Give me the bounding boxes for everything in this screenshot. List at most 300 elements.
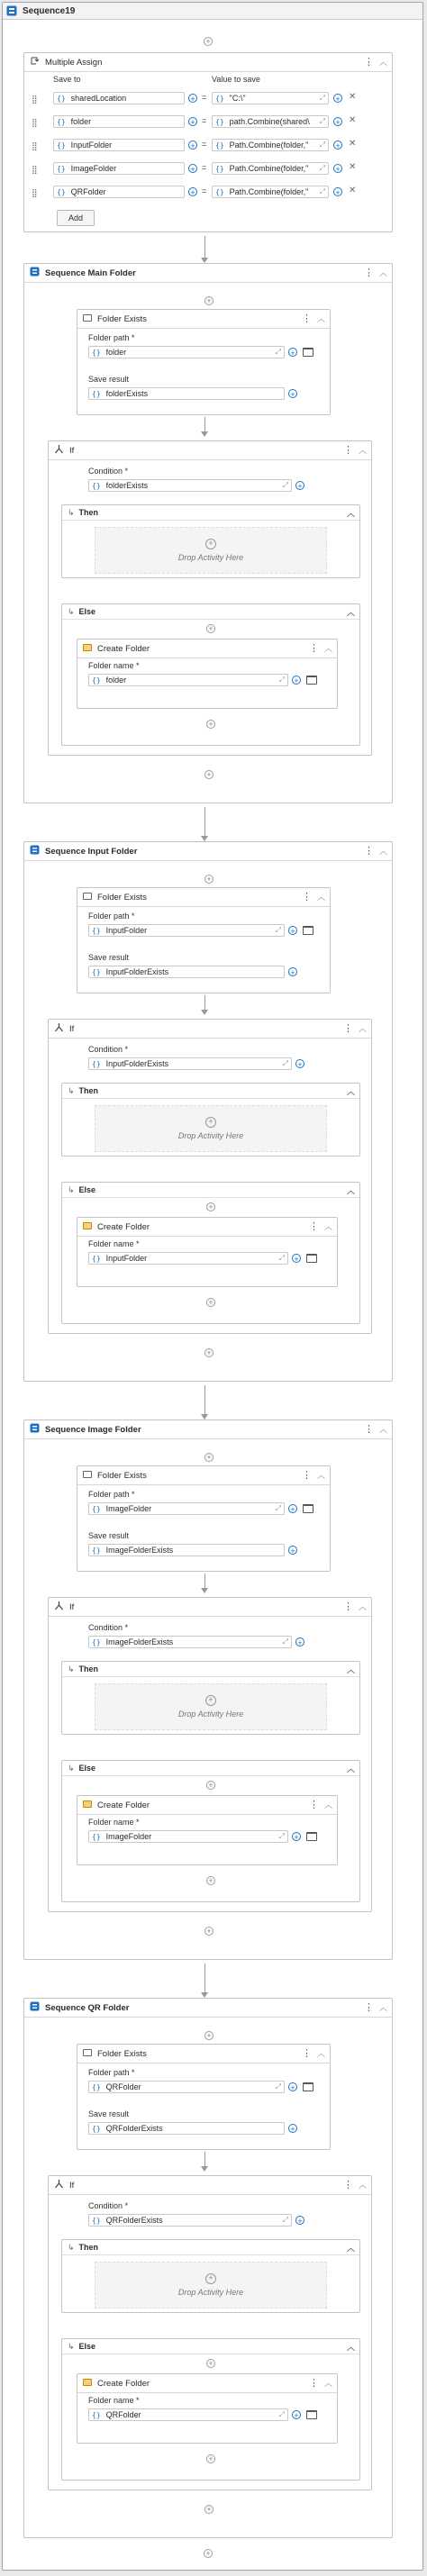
assign-icon	[30, 56, 40, 68]
if-card[interactable]	[48, 440, 372, 756]
folder-name-field[interactable]	[88, 2408, 288, 2421]
collapse-icon[interactable]: ︿	[316, 893, 325, 902]
collapse-icon[interactable]: ︿	[323, 1222, 332, 1231]
folder-name-field[interactable]	[88, 674, 288, 686]
then-branch[interactable]	[61, 1661, 360, 1735]
variable-icon: {}	[92, 1254, 101, 1263]
variable-icon: {}	[57, 164, 66, 173]
collapse-icon[interactable]: ︿	[316, 1471, 325, 1480]
else-branch[interactable]	[61, 2338, 360, 2481]
multiple-assign-card[interactable]	[23, 52, 393, 232]
activity-title: Create Folder	[97, 2378, 150, 2389]
sequence-icon	[30, 2001, 40, 2014]
folder-exists-card[interactable]	[77, 2044, 331, 2150]
add-variable-icon[interactable]: +	[288, 348, 297, 357]
save-result-field[interactable]	[88, 2122, 285, 2135]
drag-handle-icon[interactable]: ⣿	[32, 188, 37, 197]
assign-target-field[interactable]	[53, 186, 185, 198]
branch-arrow-icon: ↳	[68, 2242, 75, 2252]
variable-icon: {}	[215, 141, 224, 150]
condition-label: Condition *	[88, 2201, 129, 2210]
variable-icon: {}	[215, 187, 224, 196]
folder-path-field-value: QRFolder	[105, 2082, 141, 2091]
assign-target-field-value: folder	[70, 117, 92, 126]
then-branch[interactable]	[61, 2239, 360, 2313]
add-variable-icon[interactable]: +	[288, 1546, 297, 1555]
folder-name-field-value: QRFolder	[105, 2410, 141, 2419]
equals-sign: =	[202, 163, 207, 172]
sequence-header[interactable]	[24, 1420, 392, 1439]
else-label: Else	[78, 1185, 96, 1194]
multiple-assign-header[interactable]	[24, 53, 392, 72]
else-branch[interactable]	[61, 1760, 360, 1902]
more-options-icon[interactable]: ⋮	[343, 1023, 353, 1034]
condition-field-value: ImageFolderExists	[105, 1637, 174, 1646]
add-variable-icon[interactable]: +	[295, 2216, 304, 2225]
save-to-column-header: Save to	[53, 75, 81, 84]
add-variable-icon[interactable]: +	[292, 1254, 301, 1263]
browse-folder-icon[interactable]	[303, 1504, 313, 1513]
drag-handle-icon[interactable]: ⣿	[32, 118, 37, 127]
folder-name-label: Folder name *	[88, 2396, 140, 2405]
activity-title: Multiple Assign	[45, 57, 103, 68]
add-activity-icon[interactable]: +	[205, 2273, 216, 2284]
collapse-icon[interactable]: ︿	[378, 58, 387, 67]
create-folder-header[interactable]	[77, 1218, 337, 1237]
sequence-card[interactable]	[23, 263, 393, 803]
collapse-icon[interactable]: ︿	[316, 314, 325, 323]
folder-path-field[interactable]	[88, 2081, 285, 2093]
browse-folder-icon[interactable]	[306, 1254, 317, 1263]
add-variable-icon[interactable]: +	[288, 389, 297, 398]
condition-field[interactable]	[88, 479, 292, 492]
assign-row	[24, 92, 392, 106]
drop-zone[interactable]	[95, 1683, 327, 1730]
activity-title: Folder Exists	[97, 2048, 147, 2059]
save-result-label: Save result	[88, 375, 130, 384]
add-variable-icon[interactable]: +	[292, 676, 301, 685]
expand-icon[interactable]: ⤢	[275, 1504, 281, 1512]
browse-folder-icon[interactable]	[306, 2410, 317, 2419]
create-folder-card[interactable]	[77, 1217, 338, 1287]
add-variable-icon[interactable]: +	[288, 1504, 297, 1513]
more-options-icon[interactable]: ⋮	[343, 2180, 353, 2191]
create-folder-header[interactable]	[77, 1796, 337, 1815]
create-folder-header[interactable]	[77, 2374, 337, 2393]
expand-icon[interactable]: ⤢	[278, 676, 285, 684]
save-result-field[interactable]	[88, 1544, 285, 1556]
collapse-icon[interactable]: ︿	[346, 1764, 355, 1773]
assign-value-field[interactable]	[212, 162, 329, 175]
more-options-icon[interactable]: ⋮	[364, 1424, 374, 1435]
more-options-icon[interactable]: ⋮	[364, 846, 374, 857]
add-variable-icon[interactable]: +	[333, 94, 342, 103]
expand-icon[interactable]: ⤢	[282, 481, 288, 489]
if-header[interactable]	[49, 441, 371, 460]
branch-arrow-icon: ↳	[68, 1085, 75, 1095]
add-activity-button[interactable]: +	[206, 1781, 215, 1790]
condition-field[interactable]	[88, 2214, 292, 2227]
sequence-icon	[30, 267, 40, 279]
assign-value-field-value: Path.Combine(folder,"	[229, 141, 309, 150]
connector-line	[204, 1964, 205, 1993]
collapse-icon[interactable]: ︿	[346, 509, 355, 518]
collapse-icon[interactable]: ︿	[358, 446, 367, 455]
assign-target-field[interactable]	[53, 139, 185, 151]
browse-folder-icon[interactable]	[303, 926, 313, 935]
create-folder-card[interactable]	[77, 1795, 338, 1865]
add-variable-icon[interactable]: +	[333, 164, 342, 173]
collapse-icon[interactable]: ︿	[358, 1602, 367, 1611]
if-header[interactable]	[49, 2176, 371, 2195]
add-variable-icon[interactable]: +	[188, 141, 197, 150]
create-folder-header[interactable]	[77, 639, 337, 658]
more-options-icon[interactable]: ⋮	[302, 892, 312, 903]
if-icon	[54, 1601, 64, 1613]
variable-icon: {}	[92, 389, 101, 398]
collapse-icon[interactable]: ︿	[358, 2181, 367, 2190]
variable-icon: {}	[92, 1504, 101, 1513]
add-activity-button[interactable]: +	[204, 1927, 214, 1936]
folder-exists-card[interactable]	[77, 887, 331, 993]
expand-icon[interactable]: ⤢	[319, 187, 325, 195]
condition-field[interactable]	[88, 1636, 292, 1648]
then-branch[interactable]	[61, 1083, 360, 1156]
if-card[interactable]	[48, 1597, 372, 1912]
assign-row	[24, 162, 392, 177]
variable-icon: {}	[92, 2216, 101, 2225]
expand-icon[interactable]: ⤢	[278, 1832, 285, 1840]
folder-path-field[interactable]	[88, 924, 285, 937]
add-variable-icon[interactable]: +	[295, 1059, 304, 1068]
add-activity-button[interactable]: +	[206, 720, 215, 729]
sequence-header[interactable]	[24, 264, 392, 283]
remove-row-icon[interactable]: ✕	[349, 186, 357, 195]
sequence-card[interactable]	[23, 1998, 393, 2538]
else-header[interactable]	[62, 1183, 359, 1198]
assign-target-field-value: sharedLocation	[70, 94, 127, 103]
condition-label: Condition *	[88, 1623, 129, 1632]
value-column-header: Value to save	[212, 75, 260, 84]
sequence-header[interactable]	[24, 842, 392, 861]
if-header[interactable]	[49, 1020, 371, 1039]
add-activity-icon[interactable]: +	[205, 1695, 216, 1706]
sequence-card[interactable]	[23, 841, 393, 1382]
equals-sign: =	[202, 186, 207, 195]
add-variable-icon[interactable]: +	[295, 481, 304, 490]
expand-icon[interactable]: ⤢	[282, 2216, 288, 2224]
create-folder-card[interactable]	[77, 639, 338, 709]
add-variable-icon[interactable]: +	[333, 187, 342, 196]
folder-name-label: Folder name *	[88, 1239, 140, 1248]
folder-exists-card[interactable]	[77, 309, 331, 415]
more-options-icon[interactable]: ⋮	[343, 445, 353, 456]
else-header[interactable]	[62, 2339, 359, 2354]
remove-row-icon[interactable]: ✕	[349, 115, 357, 125]
folder-exists-header[interactable]	[77, 1466, 330, 1485]
folder-path-field-value: InputFolder	[105, 926, 148, 935]
condition-label: Condition *	[88, 1045, 129, 1054]
collapse-icon[interactable]: ︿	[378, 847, 387, 856]
assign-value-field[interactable]	[212, 92, 329, 104]
browse-folder-icon[interactable]	[306, 1832, 317, 1841]
assign-value-field-value: Path.Combine(folder,"	[229, 164, 309, 173]
then-header[interactable]	[62, 1662, 359, 1677]
collapse-icon[interactable]: ︿	[378, 2003, 387, 2012]
add-variable-icon[interactable]: +	[188, 164, 197, 173]
sequence-title: Sequence Main Folder	[45, 268, 136, 278]
browse-folder-icon[interactable]	[303, 348, 313, 357]
activity-title: If	[69, 1023, 75, 1034]
then-branch[interactable]	[61, 504, 360, 578]
equals-sign: =	[202, 140, 207, 149]
collapse-icon[interactable]: ︿	[378, 268, 387, 277]
assign-value-field-value: Path.Combine(folder,"	[229, 187, 309, 196]
folder-name-field[interactable]	[88, 1252, 288, 1265]
add-activity-icon[interactable]: +	[205, 1117, 216, 1128]
folder-exists-header[interactable]	[77, 2045, 330, 2064]
if-header[interactable]	[49, 1598, 371, 1617]
branch-arrow-icon: ↳	[68, 507, 75, 517]
more-options-icon[interactable]: ⋮	[343, 1601, 353, 1612]
add-activity-button[interactable]: +	[206, 2454, 215, 2463]
assign-value-field-value: "C:\"	[229, 94, 246, 103]
expand-icon[interactable]: ⤢	[319, 94, 325, 102]
folder-path-field[interactable]	[88, 346, 285, 358]
then-label: Then	[78, 2243, 99, 2252]
folder-icon	[83, 893, 92, 903]
add-activity-icon[interactable]: +	[205, 539, 216, 549]
save-result-field[interactable]	[88, 966, 285, 978]
folder-exists-header[interactable]	[77, 888, 330, 907]
variable-icon: {}	[92, 967, 101, 976]
condition-field[interactable]	[88, 1057, 292, 1070]
else-label: Else	[78, 2342, 96, 2351]
more-options-icon[interactable]: ⋮	[309, 643, 319, 654]
variable-icon: {}	[92, 926, 101, 935]
then-header[interactable]	[62, 1084, 359, 1099]
more-options-icon[interactable]: ⋮	[302, 1470, 312, 1481]
folder-path-field[interactable]	[88, 1502, 285, 1515]
sequence-title: Sequence19	[23, 5, 76, 16]
expand-icon[interactable]: ⤢	[278, 2410, 285, 2418]
variable-icon: {}	[92, 1546, 101, 1555]
variable-icon: {}	[92, 2124, 101, 2133]
expand-icon[interactable]: ⤢	[319, 164, 325, 172]
assign-target-field[interactable]	[53, 92, 185, 104]
add-variable-icon[interactable]: +	[288, 2124, 297, 2133]
add-variable-icon[interactable]: +	[288, 967, 297, 976]
drag-handle-icon[interactable]: ⣿	[32, 165, 37, 174]
connector-arrow-icon	[201, 1414, 208, 1420]
save-result-field-value: InputFolderExists	[105, 967, 169, 976]
add-assign-row-button[interactable]: Add	[57, 210, 95, 226]
add-variable-icon[interactable]: +	[188, 187, 197, 196]
if-card[interactable]	[48, 1019, 372, 1334]
add-variable-icon[interactable]: +	[288, 2082, 297, 2091]
expand-icon[interactable]: ⤢	[275, 348, 281, 356]
drag-handle-icon[interactable]: ⣿	[32, 95, 37, 104]
add-activity-button[interactable]: +	[204, 2505, 214, 2514]
expand-icon[interactable]: ⤢	[319, 117, 325, 125]
sequence-title: Sequence Input Folder	[45, 846, 138, 857]
assign-target-field[interactable]	[53, 162, 185, 175]
drag-handle-icon[interactable]: ⣿	[32, 141, 37, 150]
add-activity-button[interactable]: +	[206, 1202, 215, 1211]
drop-zone-text: Drop Activity Here	[177, 1131, 244, 1140]
sequence-icon	[6, 5, 17, 16]
drop-zone[interactable]	[95, 1105, 327, 1152]
add-activity-bottom[interactable]: +	[204, 2549, 213, 2558]
drop-zone-text: Drop Activity Here	[177, 1710, 244, 1719]
else-branch[interactable]	[61, 603, 360, 746]
folder-name-field-value: ImageFolder	[105, 1832, 152, 1841]
collapse-icon[interactable]: ︿	[346, 608, 355, 617]
add-activity-button[interactable]: +	[206, 624, 215, 633]
folder-exists-card[interactable]	[77, 1465, 331, 1572]
more-options-icon[interactable]: ⋮	[309, 1221, 319, 1232]
folder-exists-header[interactable]	[77, 310, 330, 329]
more-options-icon[interactable]: ⋮	[302, 313, 312, 324]
collapse-icon[interactable]: ︿	[346, 1186, 355, 1195]
sequence-title: Sequence Image Folder	[45, 1424, 141, 1435]
add-variable-icon[interactable]: +	[333, 141, 342, 150]
browse-folder-icon[interactable]	[306, 676, 317, 685]
assign-target-field-value: InputFolder	[70, 141, 113, 150]
expand-icon[interactable]: ⤢	[319, 141, 325, 149]
add-activity-button[interactable]: +	[204, 770, 214, 779]
branch-arrow-icon: ↳	[68, 606, 75, 616]
collapse-icon[interactable]: ︿	[378, 1425, 387, 1434]
add-activity-button[interactable]: +	[206, 1298, 215, 1307]
add-variable-icon[interactable]: +	[188, 117, 197, 126]
else-label: Else	[78, 1764, 96, 1773]
assign-value-field[interactable]	[212, 186, 329, 198]
if-card[interactable]	[48, 2175, 372, 2490]
more-options-icon[interactable]: ⋮	[364, 57, 374, 68]
connector-arrow-icon	[201, 1588, 208, 1593]
if-icon	[54, 2179, 64, 2191]
connector-arrow-icon	[201, 431, 208, 437]
activity-title: Folder Exists	[97, 892, 147, 903]
drop-zone[interactable]	[95, 527, 327, 574]
expand-icon[interactable]: ⤢	[282, 1637, 288, 1646]
add-variable-icon[interactable]: +	[288, 926, 297, 935]
add-activity-button[interactable]: +	[204, 875, 214, 884]
save-result-field-value: ImageFolderExists	[105, 1546, 174, 1555]
sequence-card[interactable]	[23, 1420, 393, 1960]
drop-zone[interactable]	[95, 2262, 327, 2308]
collapse-icon[interactable]: ︿	[323, 644, 332, 653]
else-branch[interactable]	[61, 1182, 360, 1324]
then-header[interactable]	[62, 505, 359, 521]
variable-icon: {}	[92, 2410, 101, 2419]
collapse-icon[interactable]: ︿	[346, 2244, 355, 2253]
sequence-header[interactable]	[24, 1999, 392, 2018]
equals-sign: =	[202, 116, 207, 125]
variable-icon: {}	[57, 94, 66, 103]
create-folder-icon	[83, 1800, 92, 1810]
collapse-icon[interactable]: ︿	[346, 1087, 355, 1096]
create-folder-card[interactable]	[77, 2373, 338, 2444]
assign-target-field-value: QRFolder	[70, 187, 106, 196]
remove-row-icon[interactable]: ✕	[349, 162, 357, 172]
then-header[interactable]	[62, 2240, 359, 2255]
else-header[interactable]	[62, 604, 359, 620]
collapse-icon[interactable]: ︿	[358, 1024, 367, 1033]
condition-field-value: InputFolderExists	[105, 1059, 169, 1068]
variable-icon: {}	[92, 2082, 101, 2091]
remove-row-icon[interactable]: ✕	[349, 139, 357, 149]
activity-title: Create Folder	[97, 643, 150, 654]
condition-field-value: folderExists	[105, 481, 149, 490]
add-variable-icon[interactable]: +	[292, 1832, 301, 1841]
assign-value-field[interactable]	[212, 115, 329, 128]
more-options-icon[interactable]: ⋮	[364, 268, 374, 278]
add-activity-button[interactable]: +	[204, 1453, 214, 1462]
expand-icon[interactable]: ⤢	[282, 1059, 288, 1067]
sequence-title-bar[interactable]	[3, 3, 422, 20]
activity-title: If	[69, 445, 75, 456]
add-activity-button[interactable]: +	[204, 1348, 214, 1357]
assign-value-field[interactable]	[212, 139, 329, 151]
expand-icon[interactable]: ⤢	[278, 1254, 285, 1262]
expand-icon[interactable]: ⤢	[275, 926, 281, 934]
add-activity-top[interactable]: +	[204, 37, 213, 46]
if-icon	[54, 444, 64, 457]
remove-row-icon[interactable]: ✕	[349, 92, 357, 102]
save-result-label: Save result	[88, 953, 130, 962]
activity-title: Create Folder	[97, 1800, 150, 1810]
collapse-icon[interactable]: ︿	[316, 2049, 325, 2058]
collapse-icon[interactable]: ︿	[323, 1800, 332, 1810]
folder-path-label: Folder path *	[88, 2068, 135, 2077]
assign-target-field[interactable]	[53, 115, 185, 128]
save-result-field[interactable]	[88, 387, 285, 400]
collapse-icon[interactable]: ︿	[346, 2343, 355, 2352]
variable-icon: {}	[92, 481, 101, 490]
more-options-icon[interactable]: ⋮	[302, 2048, 312, 2059]
connector-line	[204, 236, 205, 259]
add-activity-button[interactable]: +	[204, 2031, 214, 2040]
create-folder-icon	[83, 2379, 92, 2389]
more-options-icon[interactable]: ⋮	[309, 1800, 319, 1810]
folder-path-field-value: folder	[105, 348, 127, 357]
add-variable-icon[interactable]: +	[295, 1637, 304, 1646]
variable-icon: {}	[57, 187, 66, 196]
more-options-icon[interactable]: ⋮	[309, 2378, 319, 2389]
more-options-icon[interactable]: ⋮	[364, 2002, 374, 2013]
assign-row	[24, 186, 392, 200]
add-activity-button[interactable]: +	[204, 296, 214, 305]
else-header[interactable]	[62, 1761, 359, 1776]
condition-field-value: QRFolderExists	[105, 2216, 163, 2225]
expand-icon[interactable]: ⤢	[275, 2082, 281, 2091]
then-label: Then	[78, 1086, 99, 1095]
add-activity-button[interactable]: +	[206, 2359, 215, 2368]
add-variable-icon[interactable]: +	[292, 2410, 301, 2419]
collapse-icon[interactable]: ︿	[346, 1665, 355, 1674]
connector-arrow-icon	[201, 1010, 208, 1015]
add-variable-icon[interactable]: +	[333, 117, 342, 126]
create-folder-icon	[83, 1222, 92, 1232]
folder-name-field[interactable]	[88, 1830, 288, 1843]
browse-folder-icon[interactable]	[303, 2082, 313, 2091]
connector-arrow-icon	[201, 1992, 208, 1998]
add-activity-button[interactable]: +	[206, 1876, 215, 1885]
collapse-icon[interactable]: ︿	[323, 2379, 332, 2388]
add-variable-icon[interactable]: +	[188, 94, 197, 103]
